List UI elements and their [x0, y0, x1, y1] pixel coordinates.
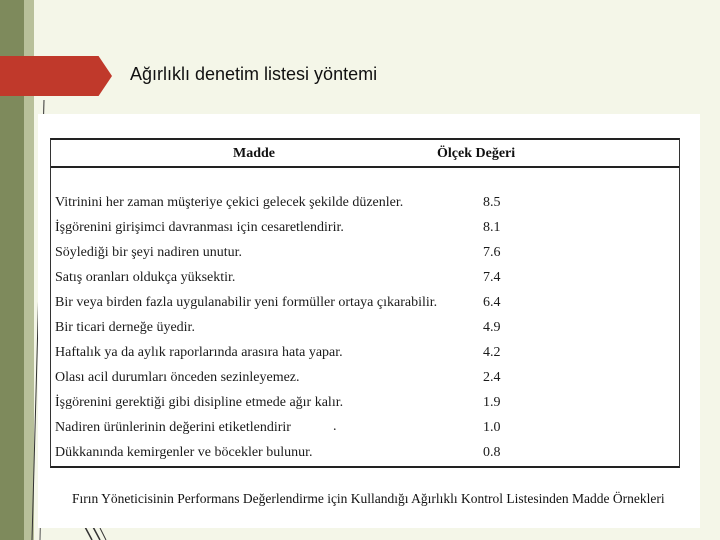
row-value: 1.0: [483, 420, 501, 435]
row-item: Olası acil durumları önceden sezinleyemez.: [55, 370, 300, 385]
row-value: 2.4: [483, 370, 501, 385]
row-item: Satış oranları oldukça yüksektir.: [55, 270, 236, 285]
row-value: 8.5: [483, 195, 501, 210]
row-item: Vitrinini her zaman müşteriye çekici gelecek şekilde düzenler.: [55, 195, 404, 210]
row-value: 7.6: [483, 245, 501, 260]
title-arrow-shape: [0, 56, 112, 96]
table-header: [51, 140, 679, 168]
table-figure: [38, 114, 700, 528]
row-item: Bir ticari derneğe üyedir.: [55, 320, 195, 335]
table-row: [51, 317, 679, 342]
table-row: [51, 442, 679, 467]
row-item: Dükkanında kemirgenler ve böcekler bulunur.: [55, 445, 313, 460]
table-caption: Fırın Yöneticisinin Performans Değerlendirme için Kullandığı Ağırlıklı Kontrol Listesinden Madde Örnekleri: [72, 491, 665, 506]
row-item: Haftalık ya da aylık raporlarında arasıra hata yapar.: [55, 345, 343, 360]
row-value: 4.2: [483, 345, 501, 360]
table-row: [51, 392, 679, 417]
row-value: 6.4: [483, 295, 501, 310]
row-value: 1.9: [483, 395, 501, 410]
row-item: Bir veya birden fazla uygulanabilir yeni formüller ortaya çıkarabilir.: [55, 295, 438, 310]
row-item: İşgörenini girişimci davranması için cesaretlendirir.: [55, 220, 344, 235]
row-item: Söylediği bir şeyi nadiren unutur.: [55, 245, 243, 260]
table-row: [51, 242, 679, 267]
row-value: 8.1: [483, 220, 501, 235]
row-item: İşgörenini gerektiği gibi disipline etmede ağır kalır.: [55, 395, 344, 410]
table-row: [51, 192, 679, 217]
table-row: [51, 417, 679, 442]
row-value: 7.4: [483, 270, 501, 285]
row-value: 0.8: [483, 445, 501, 460]
table-row: [51, 367, 679, 392]
table-row: [51, 292, 679, 317]
row-item: Nadiren ürünlerinin değerini etiketlendirir: [55, 420, 291, 435]
table-row: [51, 217, 679, 242]
row-value: 4.9: [483, 320, 501, 335]
slide-title: Ağırlıklı denetim listesi yöntemi: [130, 64, 378, 84]
table-row: [51, 342, 679, 367]
table-row: [51, 267, 679, 292]
header-item: Madde: [233, 146, 275, 161]
header-value: Ölçek Değeri: [437, 146, 516, 161]
checklist-table: [50, 138, 680, 468]
stray-mark: .: [333, 419, 337, 434]
